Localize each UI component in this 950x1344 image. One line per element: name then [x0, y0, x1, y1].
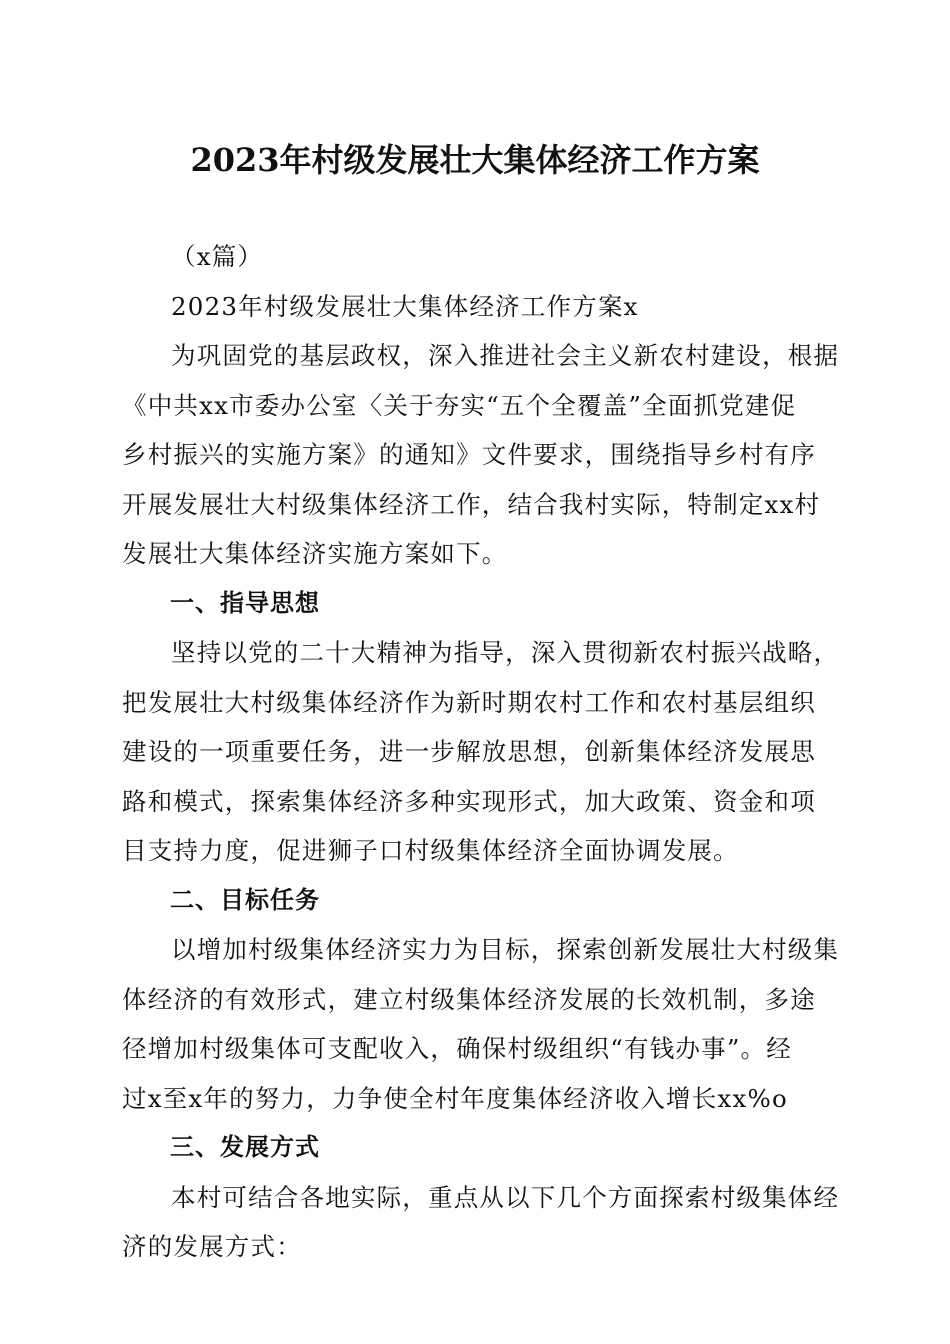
paragraph-line: 济的发展方式： [122, 1232, 302, 1261]
paragraph-line: 径增加村级集体可支配收入，确保村级组织“有钱办事”。经 [122, 1034, 792, 1063]
paragraph-line: 建设的一项重要任务，进一步解放思想，创新集体经济发展思 [122, 737, 816, 766]
intro-paragraph [122, 331, 840, 579]
section-heading-goals: 二、目标任务 [170, 885, 320, 914]
section-heading-development-methods: 三、发展方式 [170, 1133, 320, 1161]
section-paragraph-development-methods [122, 1173, 840, 1272]
document-title: 2023年村级发展壮大集体经济工作方案 [190, 141, 760, 179]
section-paragraph-goals [122, 925, 840, 1123]
document-body [122, 232, 840, 1272]
paragraph-line: 过x至x年的努力，力争使全村年度集体经济收入增长xx%o [122, 1083, 788, 1113]
paragraph-line: 目支持力度，促进狮子口村级集体经济全面协调发展。 [122, 836, 739, 865]
paragraph-line: 坚持以党的二十大精神为指导，深入贯彻新农村振兴战略， [171, 638, 840, 667]
intro-line: 乡村振兴的实施方案》的通知》文件要求，围绕指导乡村有序 [122, 440, 816, 469]
paragraph-line: 体经济的有效形式，建立村级集体经济发展的长效机制，多途 [122, 984, 816, 1014]
intro-line: 发展壮大集体经济实施方案如下。 [122, 539, 508, 568]
paragraph-line: 把发展壮大村级集体经济作为新时期农村工作和农村基层组织 [122, 687, 816, 717]
document-subtitle: 2023年村级发展壮大集体经济工作方案x [171, 291, 639, 321]
document-note: （x篇） [171, 242, 264, 271]
section-heading-guiding-ideology: 一、指导思想 [170, 588, 320, 617]
section-paragraph-guiding-ideology [122, 628, 840, 876]
paragraph-line: 本村可结合各地实际，重点从以下几个方面探索村级集体经 [171, 1182, 840, 1212]
intro-line: 开展发展壮大村级集体经济工作，结合我村实际，特制定xx村 [122, 489, 821, 519]
paragraph-line: 以增加村级集体经济实力为目标，探索创新发展壮大村级集 [171, 935, 840, 964]
intro-line: 为巩固党的基层政权，深入推进社会主义新农村建设，根据 [171, 341, 840, 370]
paragraph-line: 路和模式，探索集体经济多种实现形式，加大政策、资金和项 [122, 786, 816, 816]
intro-line: 《中共xx市委办公室〈关于夯实“五个全覆盖”全面抓党建促 [122, 390, 797, 420]
